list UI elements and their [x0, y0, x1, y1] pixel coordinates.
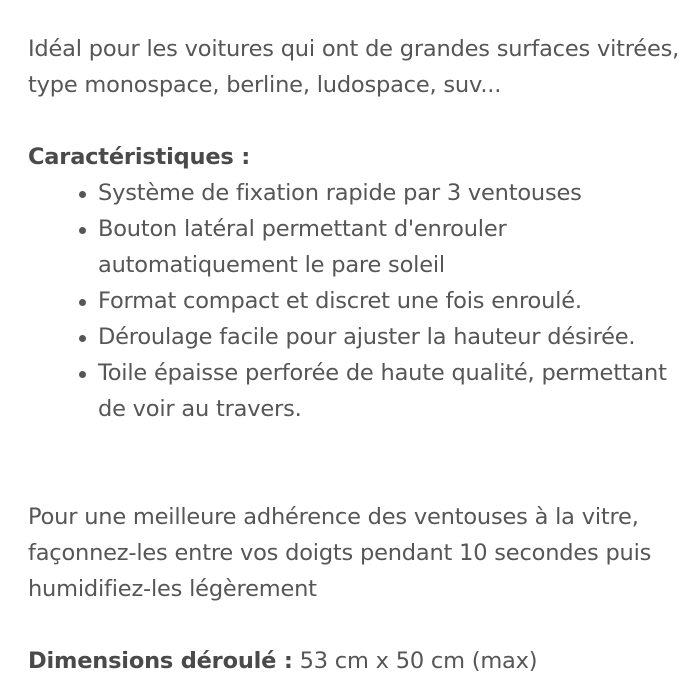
- intro-text: Idéal pour les voitures qui ont de grandes surfaces vitrées, type monospace, berline, ludospace, suv...: [28, 36, 680, 98]
- feature-item: Format compact et discret une fois enroulé.: [98, 283, 688, 319]
- feature-item: Toile épaisse perforée de haute qualité, permettant de voir au travers.: [98, 355, 688, 427]
- feature-item: Bouton latéral permettant d'enrouler automatiquement le pare soleil: [98, 211, 688, 283]
- feature-item: Déroulage facile pour ajuster la hauteur désirée.: [98, 319, 688, 355]
- dimensions-line: [28, 643, 688, 679]
- dimensions-label: Dimensions déroulé :: [28, 648, 293, 674]
- product-description: [28, 31, 688, 679]
- features-heading: Caractéristiques :: [28, 144, 251, 170]
- feature-item: Système de fixation rapide par 3 ventouses: [98, 175, 688, 211]
- dimensions-value: 53 cm x 50 cm (max): [299, 648, 538, 674]
- usage-tip: Pour une meilleure adhérence des ventouses à la vitre, façonnez-les entre vos doigts pendant 10 secondes puis humidifiez-les légèrement: [28, 504, 652, 602]
- features-list: [28, 175, 688, 427]
